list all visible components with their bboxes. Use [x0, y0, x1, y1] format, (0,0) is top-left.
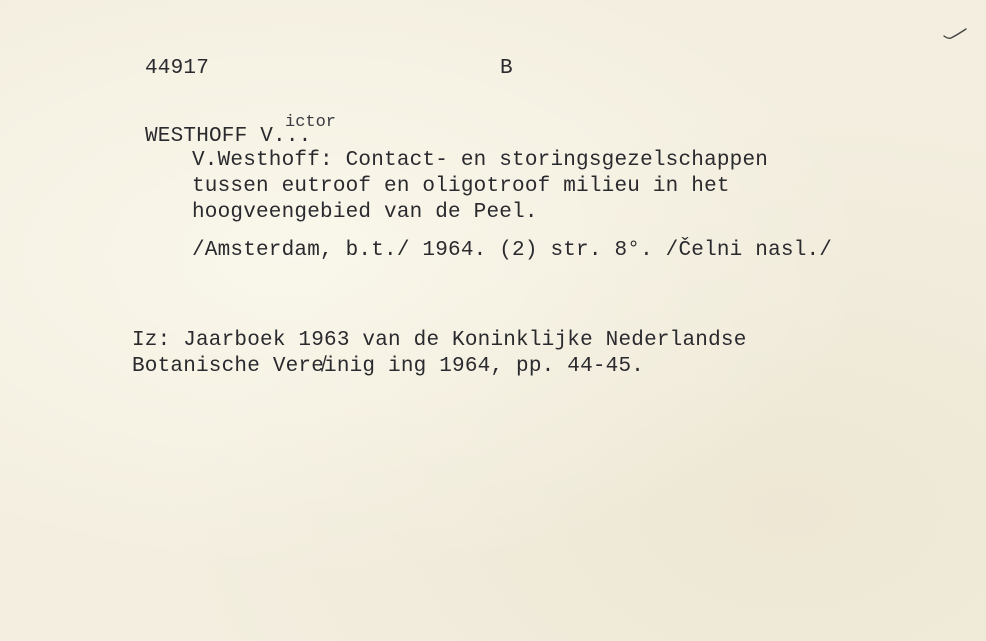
author-name-insert: ictor	[285, 113, 337, 132]
accession-number: 44917	[145, 57, 210, 80]
source-line: Botanische Vere̸inig ing 1964, pp. 44-45.	[132, 355, 645, 378]
check-mark-icon	[942, 26, 968, 42]
author-heading: WESTHOFF V...	[145, 125, 312, 148]
title-line: hoogveengebied van de Peel.	[192, 201, 538, 224]
imprint-line: /Amsterdam, b.t./ 1964. (2) str. 8°. /Čelni nasl./	[192, 239, 833, 262]
title-line: tussen eutroof en oligotroof milieu in het	[192, 175, 730, 198]
source-line: Iz: Jaarboek 1963 van de Koninklijke Nederlandse	[132, 329, 747, 352]
title-line: V.Westhoff: Contact- en storingsgezelschappen	[192, 149, 769, 172]
class-letter: B	[500, 57, 513, 80]
